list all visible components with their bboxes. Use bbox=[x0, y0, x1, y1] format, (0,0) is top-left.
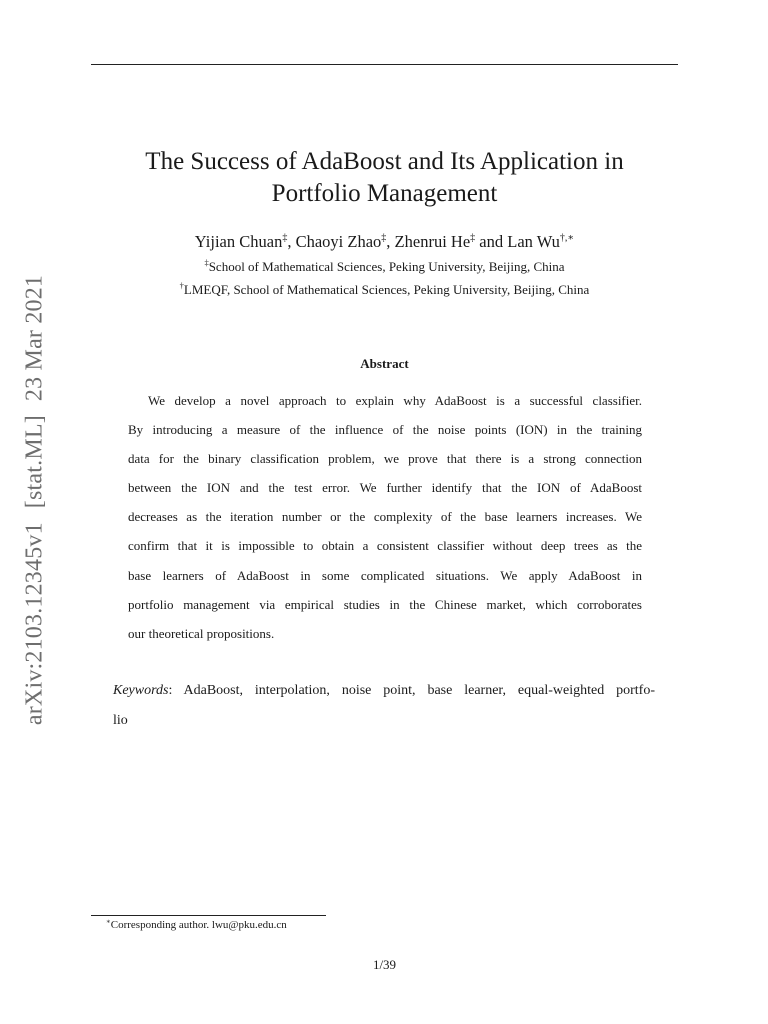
footnote-mark: ∗ bbox=[106, 917, 111, 926]
abstract-line: By introducing a measure of the influence of the noise points (ION) in the training bbox=[128, 422, 642, 438]
author-list bbox=[91, 230, 678, 254]
abstract-line: portfolio management via empirical studies in the Chinese market, which corroborates bbox=[128, 596, 642, 612]
abstract-line: We develop a novel approach to explain why AdaBoost is a successful classifier. bbox=[148, 393, 642, 408]
keywords-label: Keywords bbox=[113, 683, 169, 698]
author-separator: , bbox=[287, 232, 296, 251]
affiliation bbox=[91, 258, 678, 276]
abstract-line: decreases as the iteration number or the complexity of the base learners increases. We bbox=[128, 509, 642, 525]
footnote-rule bbox=[91, 915, 326, 916]
abstract-line: data for the binary classification problem, we prove that there is a strong connection bbox=[128, 451, 642, 467]
corresponding-author-footnote bbox=[106, 917, 287, 933]
author-affiliation-mark: †,∗ bbox=[559, 232, 575, 244]
author-separator: and bbox=[475, 232, 508, 251]
affiliation-text: School of Mathematical Sciences, Peking University, Beijing, China bbox=[208, 259, 565, 274]
abstract-line: confirm that it is impossible to obtain a consistent classifier without deep trees as the bbox=[128, 538, 642, 554]
arxiv-id: arXiv:2103.12345v1 bbox=[21, 522, 48, 726]
paper-title-line-1: The Success of AdaBoost and Its Application in bbox=[145, 148, 624, 175]
affiliation-text: LMEQF, School of Mathematical Sciences, Peking University, Beijing, China bbox=[183, 282, 590, 297]
author-affiliation-mark: ‡ bbox=[282, 232, 288, 244]
arxiv-category: [stat.ML] bbox=[21, 415, 48, 509]
author-name: Chaoyi Zhao bbox=[295, 232, 382, 251]
arxiv-date: 23 Mar 2021 bbox=[21, 274, 48, 402]
abstract-line: base learners of AdaBoost in some complicated situations. We apply AdaBoost in bbox=[128, 567, 642, 583]
author-name: Lan Wu bbox=[507, 232, 560, 251]
keywords-line-1 bbox=[113, 676, 655, 706]
keywords bbox=[113, 676, 655, 736]
keywords-list: : AdaBoost, interpolation, noise point, base learner, equal-weighted portfo- bbox=[168, 683, 655, 698]
abstract-line: our theoretical propositions. bbox=[128, 625, 275, 641]
page-number: 1/39 bbox=[372, 957, 397, 972]
abstract-heading: Abstract bbox=[360, 356, 409, 371]
header-rule bbox=[91, 64, 678, 65]
author-affiliation-mark: ‡ bbox=[381, 232, 387, 244]
affiliation-mark: † bbox=[179, 280, 184, 291]
paper-title bbox=[91, 146, 678, 210]
author-separator: , bbox=[386, 232, 395, 251]
arxiv-identifier-stamp bbox=[22, 275, 49, 725]
footnote-text: Corresponding author. lwu@pku.edu.cn bbox=[110, 919, 287, 931]
affiliation-mark: ‡ bbox=[204, 257, 209, 268]
paper-title-line-2: Portfolio Management bbox=[271, 180, 498, 207]
affiliation bbox=[91, 281, 678, 299]
abstract-line: between the ION and the test error. We further identify that the ION of AdaBoost bbox=[128, 480, 642, 496]
author-name: Zhenrui He bbox=[394, 232, 471, 251]
author-affiliation-mark: ‡ bbox=[470, 232, 476, 244]
abstract-body bbox=[128, 386, 642, 648]
keywords-line-2: lio bbox=[113, 713, 128, 728]
author-name: Yijian Chuan bbox=[194, 232, 283, 251]
